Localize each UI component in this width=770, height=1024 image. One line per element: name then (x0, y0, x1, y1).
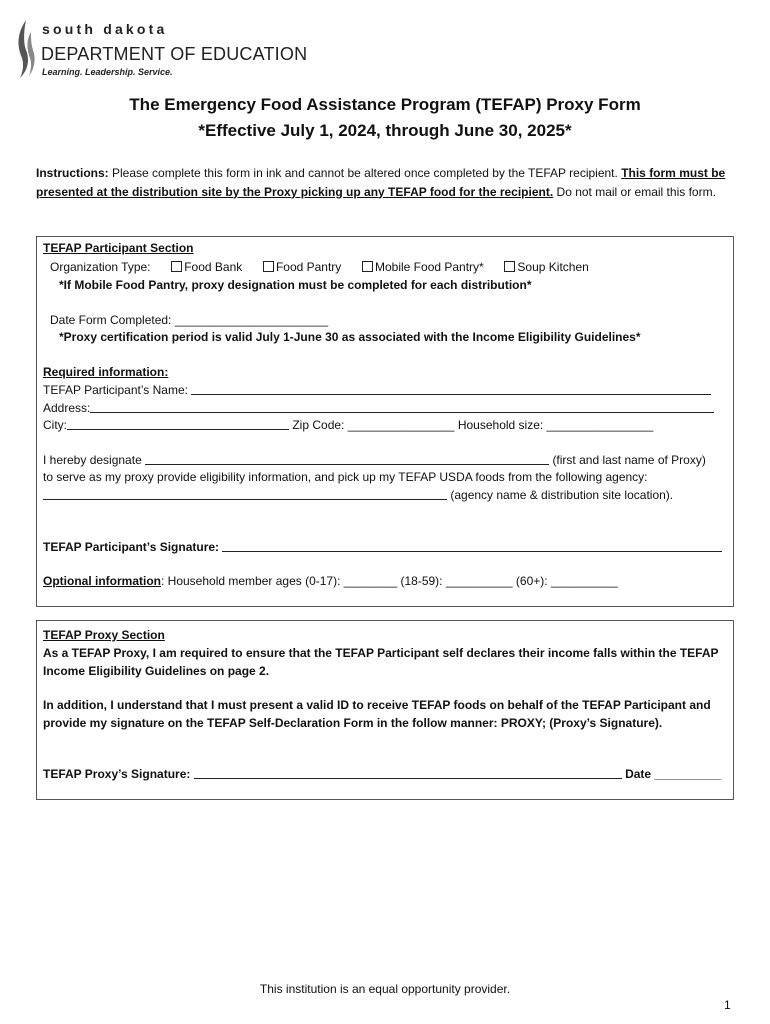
form-effective-date: *Effective July 1, 2024, through June 30, 2025* (198, 121, 572, 140)
proxy-paragraph-2-line-2: provide my signature on the TEFAP Self-Declaration Form in the follow manner: PROXY; (Proxy’s Signature). (43, 716, 663, 730)
optional-information-label: Optional information (43, 574, 161, 588)
household-ages-fields[interactable]: : Household member ages (0-17): ________ (18-59): __________ (60+): __________ (161, 574, 618, 588)
participant-section-heading: TEFAP Participant Section (43, 241, 194, 255)
address-field[interactable]: Address: (43, 401, 714, 415)
proxy-section-heading: TEFAP Proxy Section (43, 628, 165, 642)
checkbox[interactable] (504, 261, 515, 272)
proxy-paragraph-1-line-2: Income Eligibility Guidelines on page 2. (43, 664, 270, 678)
designate-proxy-row: I hereby designate (first and last name of Proxy) (43, 453, 706, 467)
proxy-signature-row (43, 767, 721, 781)
proxy-date-field[interactable]: Date __________ (625, 767, 722, 781)
participant-signature-row (43, 540, 722, 554)
certification-period-note: *Proxy certification period is valid July 1-June 30 as associated with the Income Eligibility Guidelines* (59, 330, 641, 344)
city-zip-household-row (43, 418, 653, 432)
checkbox[interactable] (171, 261, 182, 272)
designate-proxy-text: to serve as my proxy provide eligibility information, and pick up my TEFAP USDA foods from the following agency: (43, 470, 648, 484)
logo-department-name: DEPARTMENT OF EDUCATION (41, 44, 308, 64)
flame-logo-icon (14, 18, 36, 80)
page-number: 1 (724, 998, 731, 1012)
logo-tagline: Learning. Leadership. Service. (42, 67, 173, 77)
participant-name-field[interactable]: TEFAP Participant’s Name: (43, 383, 711, 397)
date-form-completed-field[interactable]: Date Form Completed: _______________________ (50, 313, 329, 327)
proxy-paragraph-1-line-1: As a TEFAP Proxy, I am required to ensure that the TEFAP Participant self declares their income falls within the TEFAP (43, 646, 719, 660)
agency-row: (agency name & distribution site location). (43, 488, 673, 502)
proxy-signature-label: TEFAP Proxy’s Signature: (43, 767, 191, 781)
participant-signature-field[interactable] (222, 540, 722, 552)
participant-section (36, 236, 734, 607)
proxy-section (36, 620, 734, 800)
checkbox[interactable] (362, 261, 373, 272)
logo-state-name: south dakota (42, 21, 168, 37)
equal-opportunity-statement: This institution is an equal opportunity provider. (259, 982, 511, 996)
option-soup-kitchen[interactable]: Soup Kitchen (504, 260, 588, 274)
checkbox[interactable] (263, 261, 274, 272)
organization-type-label: Organization Type: (50, 260, 151, 274)
instructions-label: Instructions: (36, 166, 109, 180)
participant-signature-label: TEFAP Participant’s Signature: (43, 540, 220, 554)
option-mobile-food-pantry[interactable]: Mobile Food Pantry* (362, 260, 484, 274)
option-food-bank[interactable]: Food Bank (171, 260, 242, 274)
form-title: The Emergency Food Assistance Program (TEFAP) Proxy Form (129, 95, 641, 114)
organization-type-row (50, 260, 589, 274)
option-food-pantry[interactable]: Food Pantry (263, 260, 341, 274)
zip-code-field[interactable]: Zip Code: ________________ (292, 418, 455, 432)
required-information-heading: Required information: (43, 365, 169, 379)
optional-information-row (43, 574, 618, 588)
household-size-field[interactable]: Household size: ________________ (457, 418, 654, 432)
mobile-pantry-note: *If Mobile Food Pantry, proxy designation must be completed for each distribution* (59, 278, 532, 292)
proxy-signature-field[interactable] (194, 767, 622, 779)
instructions-text-end: Do not mail or email this form. (553, 184, 716, 199)
instructions-text: Please complete this form in ink and cannot be altered once completed by the TEFAP recipient. (108, 166, 622, 180)
agency-field[interactable] (43, 488, 447, 500)
proxy-name-field[interactable] (145, 453, 549, 465)
city-label: City: (43, 418, 67, 432)
instructions (36, 164, 736, 201)
proxy-paragraph-2-line-1: In addition, I understand that I must present a valid ID to receive TEFAP foods on behalf of the TEFAP Participant and (43, 698, 711, 712)
city-field[interactable] (67, 418, 289, 430)
instructions-emphasis: This form must be presented at the distribution site by the Proxy picking up any TEFAP food for the recipient. (36, 166, 726, 199)
